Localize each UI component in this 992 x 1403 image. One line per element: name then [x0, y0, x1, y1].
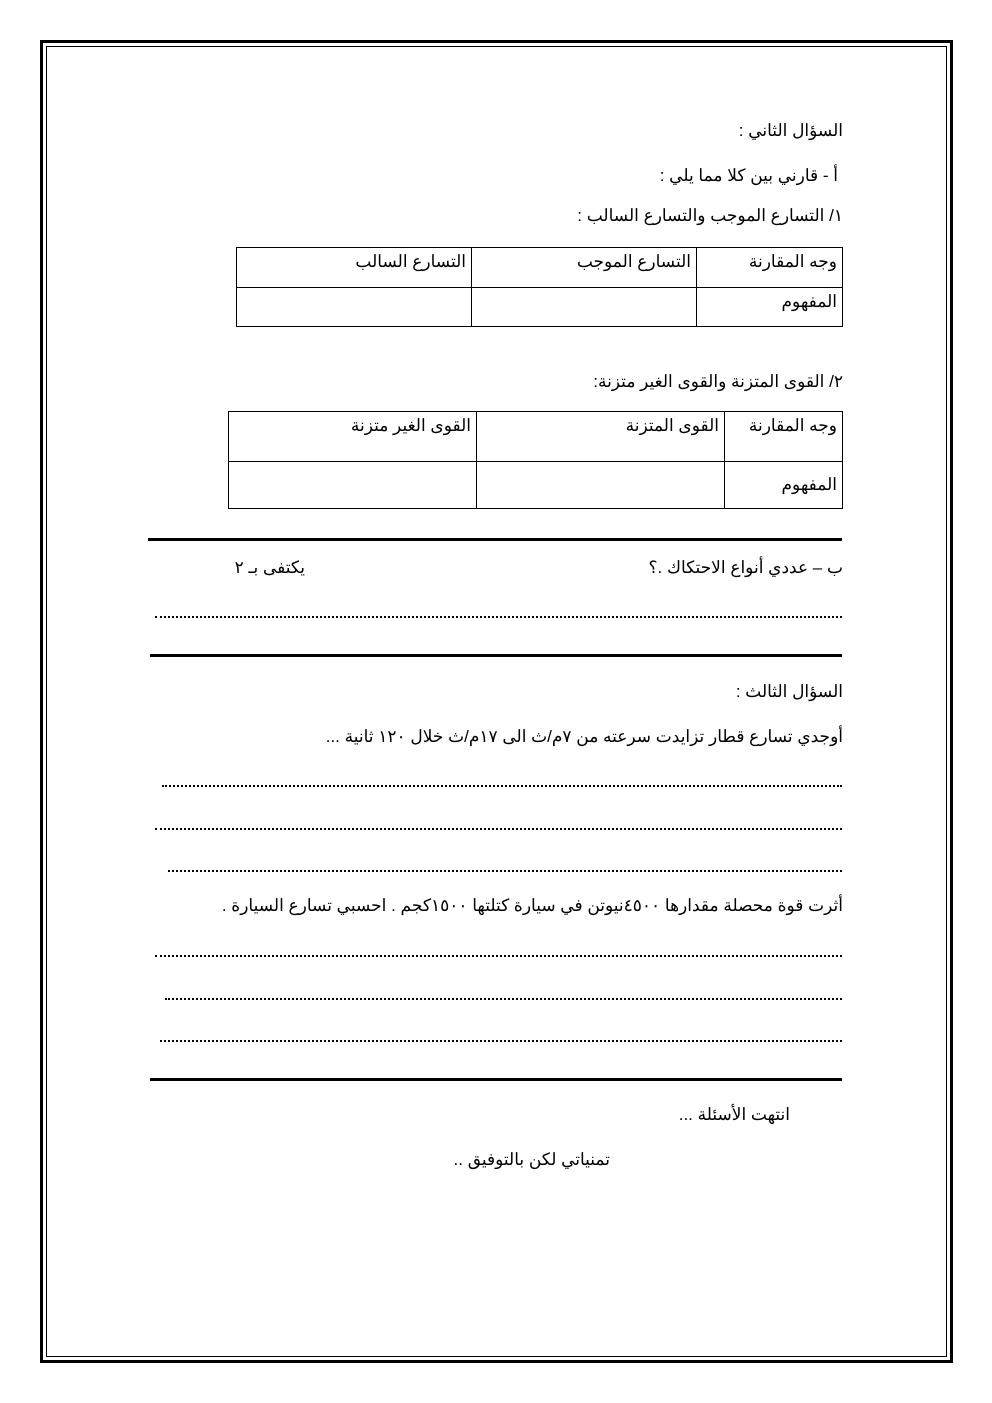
- section-divider: [150, 1078, 842, 1081]
- table-header: القوى المتزنة: [477, 412, 725, 462]
- answer-cell[interactable]: [229, 462, 477, 509]
- comparison-table-forces: [228, 411, 843, 509]
- answer-line[interactable]: [162, 785, 842, 787]
- table-row-label: المفهوم: [697, 288, 843, 327]
- table-row-label: المفهوم: [725, 462, 843, 509]
- part-b-question: ب – عددي أنواع الاحتكاك .؟: [648, 558, 843, 577]
- table-header: وجه المقارنة: [725, 412, 843, 462]
- end-of-questions: انتهت الأسئلة ...: [678, 1105, 790, 1124]
- table-header: وجه المقارنة: [697, 248, 843, 288]
- answer-line[interactable]: [155, 828, 842, 830]
- section-divider: [148, 538, 842, 541]
- comparison-table-acceleration: [236, 247, 843, 327]
- good-luck-message: تمنياتي لكن بالتوفيق ..: [453, 1150, 610, 1169]
- table-header: التسارع الموجب: [472, 248, 697, 288]
- answer-cell[interactable]: [472, 288, 697, 327]
- question-2-title: السؤال الثاني :: [738, 121, 843, 140]
- answer-line[interactable]: [155, 955, 842, 957]
- answer-cell[interactable]: [477, 462, 725, 509]
- question-3-title: السؤال الثالث :: [735, 682, 843, 701]
- part-b-note: يكتفى بـ ٢: [234, 558, 305, 577]
- answer-line[interactable]: [155, 616, 842, 618]
- table-header: التسارع السالب: [237, 248, 472, 288]
- answer-cell[interactable]: [237, 288, 472, 327]
- problem-1: أوجدي تسارع قطار تزايدت سرعته من ٧م/ث الى ١٧م/ث خلال ١٢٠ ثانية ...: [325, 727, 843, 746]
- item-1-heading: ١/ التسارع الموجب والتسارع السالب :: [577, 206, 843, 225]
- answer-line[interactable]: [160, 1040, 842, 1042]
- table-header: القوى الغير متزنة: [229, 412, 477, 462]
- part-a-heading: أ - قارني بين كلا مما يلي :: [659, 166, 838, 185]
- problem-2: أثرت قوة محصلة مقدارها ٤٥٠٠نيوتن في سيارة كتلتها ١٥٠٠كجم . احسبي تسارع السيارة .: [221, 896, 843, 915]
- section-divider: [150, 654, 842, 657]
- answer-line[interactable]: [168, 870, 842, 872]
- answer-line[interactable]: [165, 998, 842, 1000]
- item-2-heading: ٢/ القوى المتزنة والقوى الغير متزنة:: [593, 372, 843, 391]
